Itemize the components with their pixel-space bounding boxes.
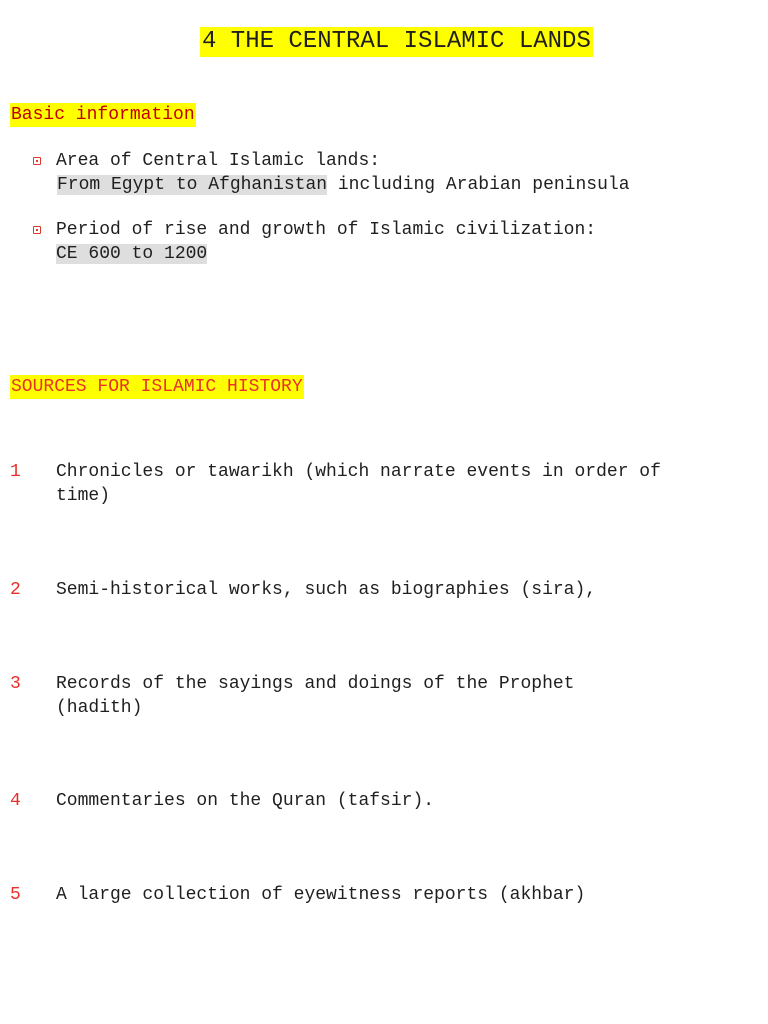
source-item-tafsir [56, 789, 756, 813]
source-text-line: time) [56, 486, 111, 506]
source-text-line: Chronicles or tawarikh (which narrate events in order of [56, 462, 661, 482]
source-item-biographies [56, 578, 756, 602]
source-text-line: Semi-historical works, such as biographies (sira), [56, 580, 597, 600]
source-number: 3 [10, 674, 21, 694]
source-text-line: Commentaries on the Quran (tafsir). [56, 791, 435, 811]
area-value [57, 173, 630, 197]
square-bullet-icon [33, 157, 41, 165]
source-item-hadith [56, 672, 756, 720]
basic-info-heading: Basic information [11, 105, 195, 125]
source-text-line: (hadith) [56, 698, 143, 718]
source-number: 2 [10, 580, 21, 600]
area-label: Area of Central Islamic lands: [56, 151, 381, 171]
source-number: 1 [10, 462, 21, 482]
source-text-line: A large collection of eyewitness reports (akhbar) [56, 885, 586, 905]
period-value [56, 242, 207, 266]
square-bullet-icon [33, 226, 41, 234]
source-item-akhbar [56, 883, 756, 907]
area-highlight: From Egypt to Afghanistan [57, 175, 328, 195]
source-text-line: Records of the sayings and doings of the Prophet [56, 674, 575, 694]
period-label: Period of rise and growth of Islamic civilization: [56, 220, 597, 240]
area-rest: including Arabian peninsula [327, 175, 630, 195]
sources-heading: SOURCES FOR ISLAMIC HISTORY [11, 377, 303, 397]
source-number: 4 [10, 791, 21, 811]
source-item-chronicles [56, 460, 756, 508]
source-number: 5 [10, 885, 21, 905]
period-highlight: CE 600 to 1200 [56, 244, 208, 264]
page-title: 4 THE CENTRAL ISLAMIC LANDS [202, 28, 591, 55]
